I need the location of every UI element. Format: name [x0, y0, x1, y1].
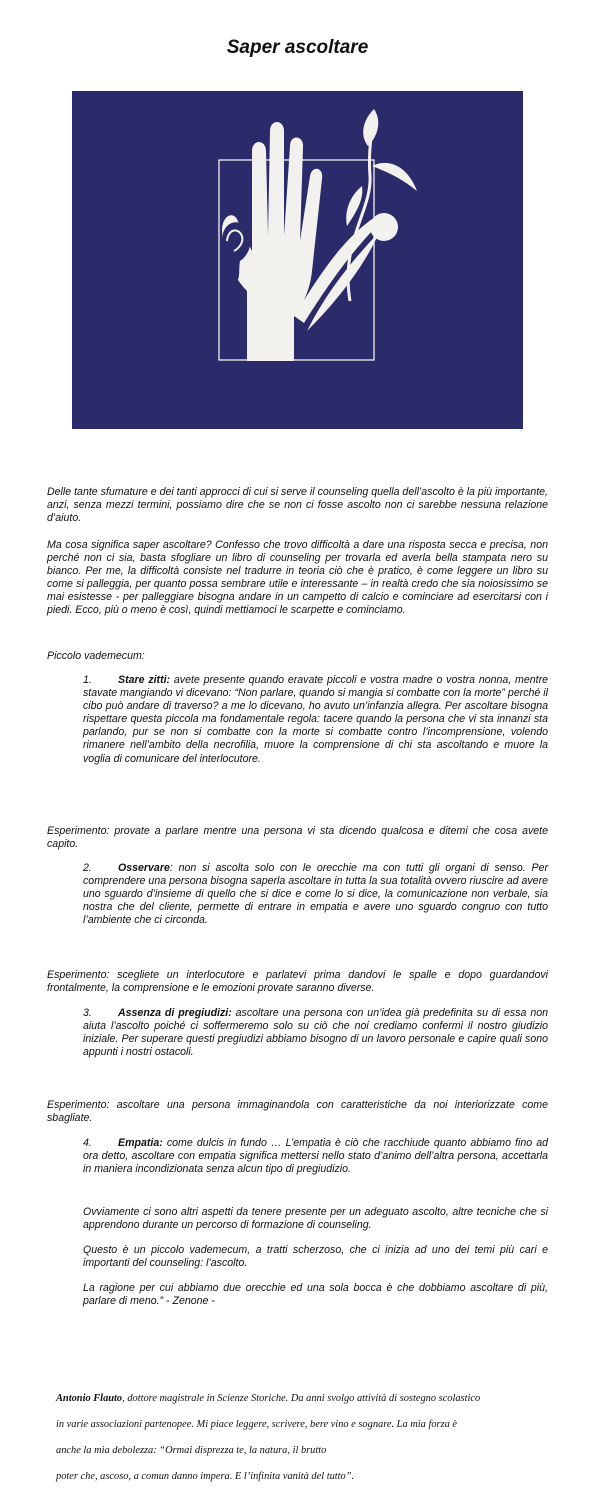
intro-paragraph-1: Delle tante sfumature e dei tanti approcci di cui si serve il counseling quella dell’ascolto è la più importante, anzi, senza mezzi termini, possiamo dire che se non ci fosse ascolto non ci sarebbe nessuna relazione d’aiuto.: [47, 486, 548, 525]
experiment-1: Esperimento: provate a parlare mentre una persona vi sta dicendo qualcosa e ditemi che cosa avete capito.: [47, 825, 548, 851]
list-item: 3. Assenza di pregiudizi: ascoltare una persona con un’idea già predefinita su di essa non aiuta l’ascolto poiché ci soffermeremo solo su ciò che noi crediamo confermi il nostro giudizio iniziale. Per superare questi pregiudizi abbiamo bisogno di un lavoro personale e capire quali sono appunti i nostri ostacoli.: [83, 1007, 548, 1059]
experiment-3: Esperimento: ascoltare una persona immaginandola con caratteristiche da noi interiorizzate come sbagliate.: [47, 1099, 548, 1125]
author-name: Antonio Flauto: [56, 1393, 123, 1404]
closing-paragraph-1: Ovviamente ci sono altri aspetti da tenere presente per un adeguato ascolto, altre tecniche che si apprendono durante un percorso di formazione di counseling.: [83, 1206, 548, 1232]
intro-paragraph-2: Ma cosa significa saper ascoltare? Confesso che trovo difficoltà a dare una risposta secca e precisa, non perché non ci sia, basta sfogliare un libro di counseling per trovarla ed averla bella stampata nero su bianco. Per me, la difficoltà consiste nel tradurre in teoria ciò che è pratico, è come leggere un libro su come si palleggia, per quanto possa sembrare utile e interessante – in realtà credo che sia noiosissimo se mai esistesse - per palleggiare bisogna andare in un campetto di calcio e cominciare ad esercitarsi con i piedi. Ecco, più o meno è così, quindi mettiamoci le scarpette e cominciamo.: [47, 539, 548, 617]
vademecum-label: Piccolo vademecum:: [47, 650, 145, 662]
closing-paragraph-3: La ragione per cui abbiamo due orecchie ed una sola bocca è che dobbiamo ascoltare di più, parlare di meno.” - Zenone -: [83, 1282, 548, 1308]
article-title: Saper ascoltare: [226, 37, 369, 58]
hand-ear-flower-illustration: [72, 91, 523, 429]
list-item: 1. Stare zitti: avete presente quando eravate piccoli e vostra madre o vostra nonna, mentre stavate mangiando vi dicevano: “Non parlare, quando si mangia si combatte con la morte” perché il cibo può andare di traverso? a me lo dicevano, ho avuto un’infanzia allegra. Per ascoltare bisogna rispettare questa piccola ma fondamentale regola: tacere quando la persona che vi sta innanzi sta parlando, pur se non si combatte con la morte si combatte contro l’incomprensione, volendo rimanere nell’ambito della necrofilia, muore la comprensione di chi sta ascoltando e muore la voglia di comunicare del interlocutore.: [83, 674, 549, 765]
author-bio: Antonio Flauto, dottore magistrale in Scienze Storiche. Da anni svolgo attività di sostegno scolastico in varie associazioni partenopee. Mi piace leggere, scrivere, bere vino e sognare. La mia forza è anche la mia debolezza: “Ormai disprezza te, la natura, il brutto poter che, ascoso, a comun danno impera. E l’infinita vanità del tutto”.: [56, 1393, 481, 1482]
list-item: 4. Empatia: come dulcis in fundo … L’empatia è ciò che racchiude quanto abbiamo fino ad ora detto, ascoltare con empatia significa mettersi nello stato d’animo dell’altra persona, accettarla in maniera incondizionata senza alcun tipo di pregiudizio.: [83, 1137, 548, 1176]
list-item: 2. Osservare: non si ascolta solo con le orecchie ma con tutti gli organi di senso. Per comprendere una persona bisogna saperla ascoltare in tutta la sua totalità ovvero riuscire ad avere uno sguardo d’insieme di quello che si dice e come lo si dice, la comunicazione non verbale, sia nostra che del cliente, permette di entrare in empatia e avere uno sguardo congruo con tutto l’ambiente che ci circonda.: [83, 862, 548, 927]
closing-paragraph-2: Questo è un piccolo vademecum, a tratti scherzoso, che ci inizia ad uno dei temi più cari e importanti del counseling: l’ascolto.: [83, 1244, 548, 1270]
experiment-2: Esperimento: scegliete un interlocutore e parlatevi prima dandovi le spalle e dopo guardandovi frontalmente, la comprensione e le emozioni provate saranno diverse.: [47, 969, 548, 995]
